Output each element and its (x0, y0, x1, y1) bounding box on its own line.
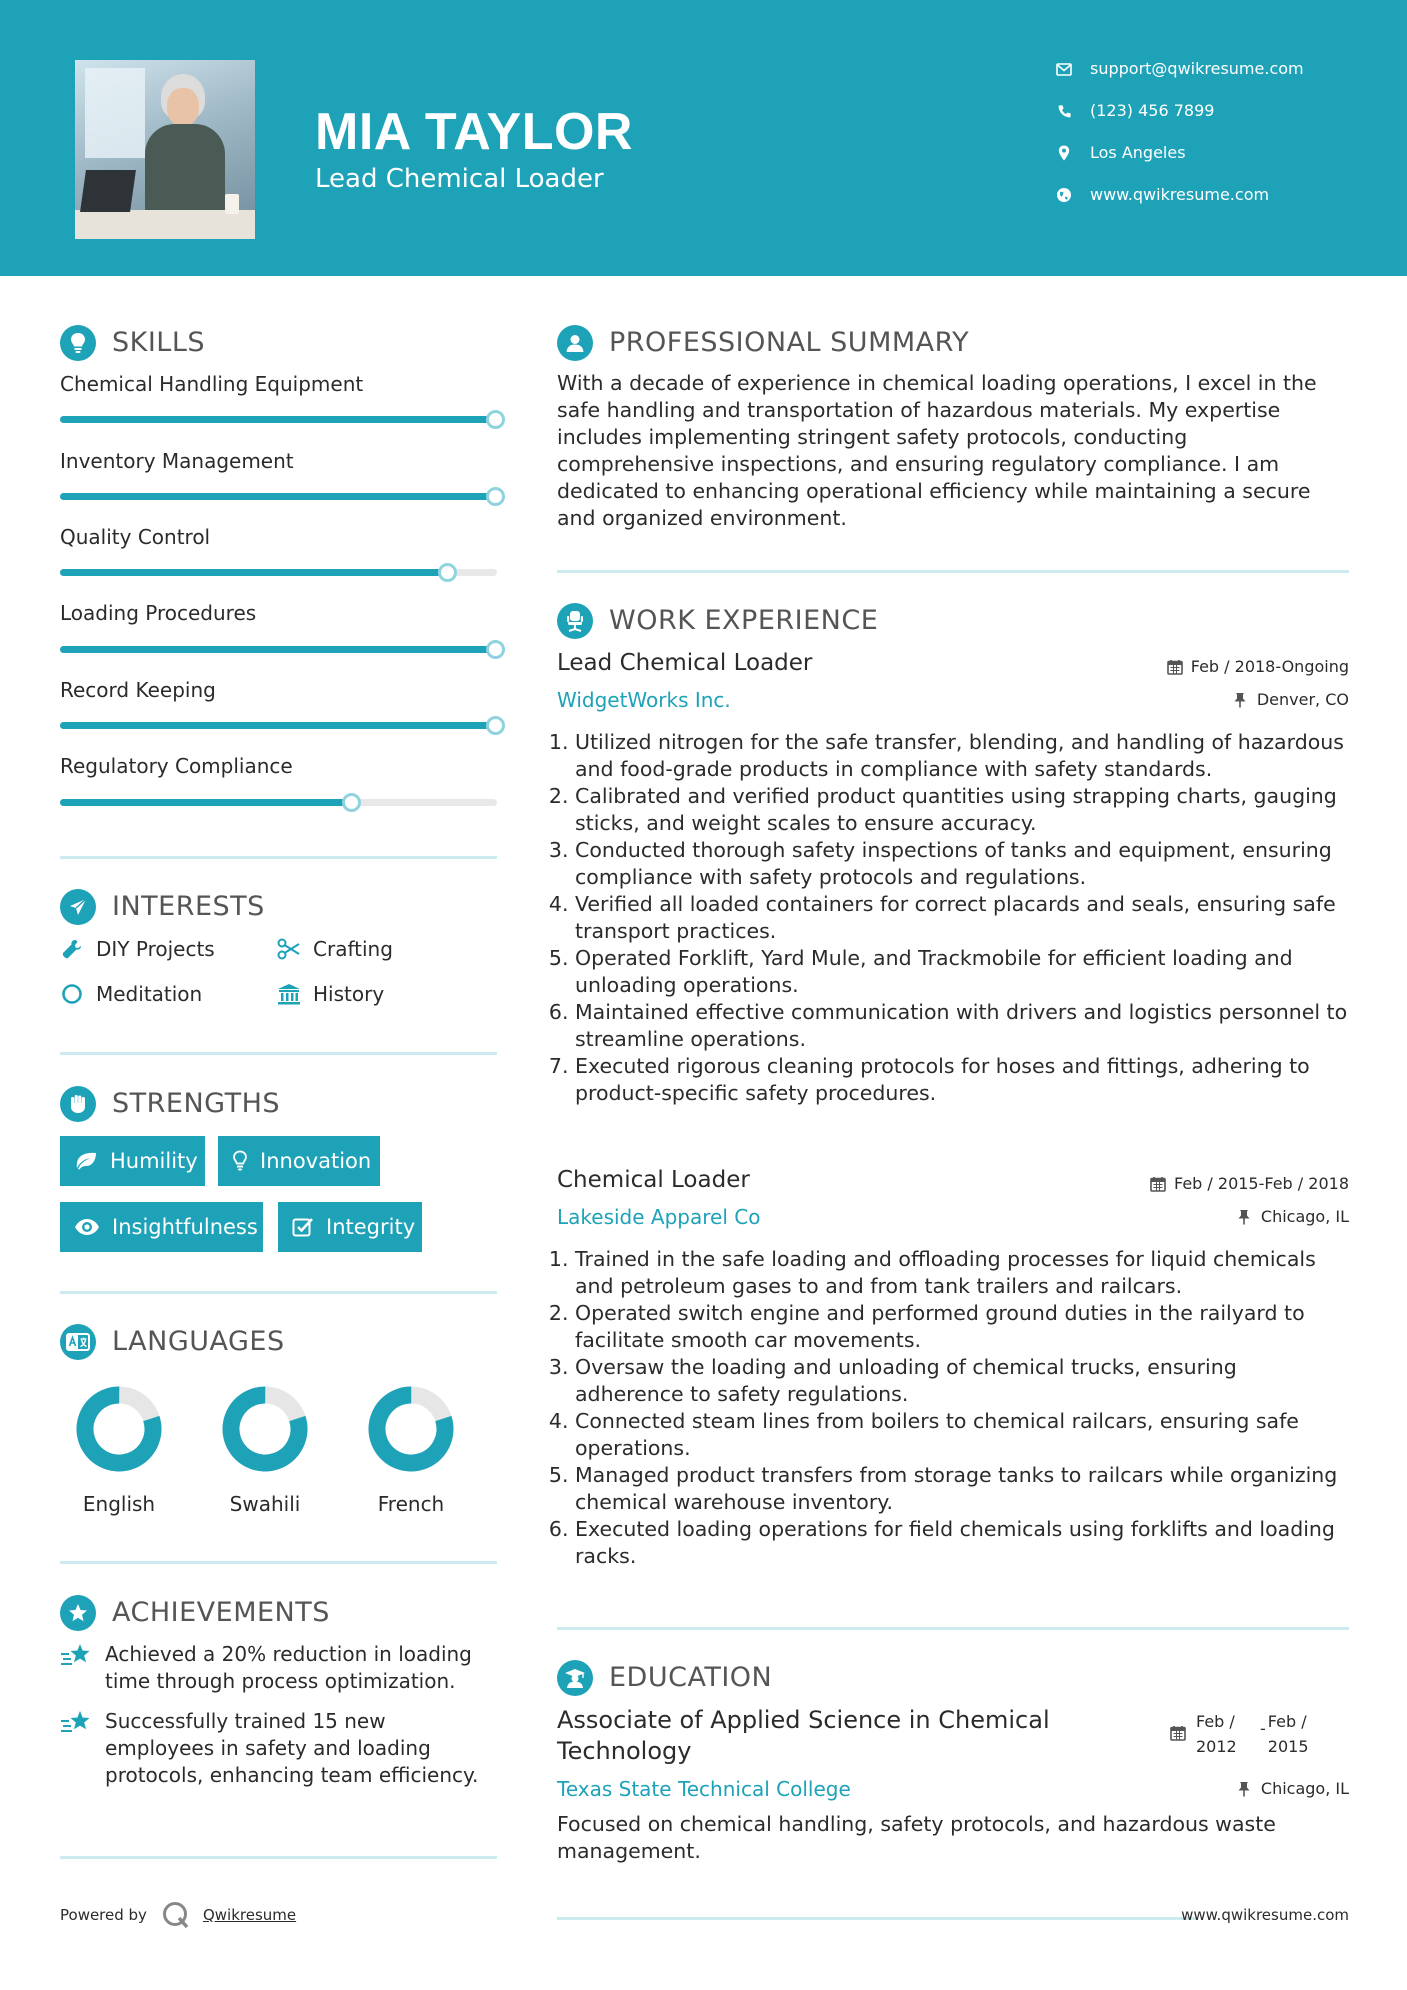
contact-location-text: Los Angeles (1090, 143, 1186, 162)
language-label: Swahili (229, 1492, 301, 1516)
job-dates: Feb / 2015-Feb / 2018 (1150, 1174, 1349, 1194)
strength-tag: Innovation (218, 1136, 380, 1186)
skill-label: Regulatory Compliance (60, 754, 293, 778)
contact-phone[interactable] (1055, 100, 1214, 122)
skill-bar-knob (486, 410, 505, 429)
powered-by: Powered by Qwikresume (60, 1900, 296, 1930)
section-divider (557, 1627, 1349, 1630)
strengths-section-title: STRENGTHS (60, 1086, 280, 1122)
phone-icon (1055, 102, 1073, 120)
fist-icon (60, 1086, 96, 1122)
language-donut (75, 1385, 163, 1473)
contact-email-text: support@qwikresume.com (1090, 59, 1304, 78)
section-divider (60, 856, 497, 859)
checkbox-icon (292, 1214, 314, 1240)
education-location: Chicago, IL (1237, 1779, 1349, 1799)
language-donut (221, 1385, 309, 1473)
museum-icon (277, 982, 301, 1006)
job-location: Denver, CO (1233, 690, 1349, 710)
globe-icon (1055, 186, 1073, 204)
qwikresume-link[interactable]: Qwikresume (202, 1906, 297, 1924)
duty-item: 2. Operated switch engine and performed ground duties in the railyard to facilitate smooth car movements. (575, 1300, 1350, 1354)
achievement-item (60, 1641, 500, 1695)
achievement-text: Achieved a 20% reduction in loading time through process optimization. (105, 1642, 472, 1693)
shooting-star-icon (60, 1641, 92, 1671)
contact-email[interactable] (1055, 58, 1304, 80)
section-divider (557, 1917, 1197, 1920)
interest-item: Meditation (60, 981, 202, 1007)
summary-section-title: PROFESSIONAL SUMMARY (557, 325, 969, 361)
lightbulb-icon (60, 325, 96, 361)
wrench-icon (60, 937, 84, 961)
interests-section-title: INTERESTS (60, 889, 265, 925)
skill-bar (60, 799, 497, 806)
edu-start-year: 2012 (1196, 1737, 1237, 1756)
scissors-icon (277, 937, 301, 961)
circle-icon (60, 982, 84, 1006)
skill-bar (60, 646, 497, 653)
education-dates (1170, 1709, 1309, 1759)
skill-bar (60, 416, 497, 423)
edu-date-dash: - (1260, 1719, 1266, 1738)
skill-bar-knob (486, 487, 505, 506)
pushpin-icon (1233, 692, 1249, 708)
graduate-icon (557, 1660, 593, 1696)
paper-plane-icon (60, 889, 96, 925)
skill-bar-knob (438, 563, 457, 582)
job-title: Chemical Loader (557, 1167, 750, 1193)
section-divider (557, 570, 1349, 573)
interest-item: DIY Projects (60, 936, 215, 962)
duty-item: 3. Conducted thorough safety inspections of tanks and equipment, ensuring compliance with safety protocols and regulations. (575, 837, 1350, 891)
section-divider (60, 1052, 497, 1055)
summary-text: With a decade of experience in chemical loading operations, I excel in the safe handling and transportation of hazardous materials. My expertise includes implementing stringent safety protocols, conducting comprehensive inspections, and ensuring regulatory compliance. I am dedicated to enhancing operational efficiency while maintaining a secure and organized environment. (557, 371, 1317, 530)
language-item (205, 1385, 325, 1517)
header-banner (0, 0, 1407, 276)
edu-end-month: Feb / (1267, 1712, 1307, 1731)
envelope-icon (1055, 60, 1073, 78)
school-name: Texas State Technical College (557, 1777, 851, 1801)
duty-item: 3. Oversaw the loading and unloading of chemical trucks, ensuring adherence to safety regulations. (575, 1354, 1350, 1408)
footer-url[interactable]: www.qwikresume.com (1181, 1906, 1349, 1924)
skill-label: Record Keeping (60, 678, 216, 702)
duty-item: 4. Verified all loaded containers for correct placards and seals, ensuring safe transport practices. (575, 891, 1350, 945)
section-divider (60, 1856, 497, 1859)
contact-phone-text: (123) 456 7899 (1090, 101, 1215, 120)
interest-item: Crafting (277, 936, 393, 962)
leaf-icon (74, 1148, 98, 1174)
skill-bar-knob (486, 716, 505, 735)
education-section-title: EDUCATION (557, 1660, 772, 1696)
duty-item: 5. Operated Forklift, Yard Mule, and Trackmobile for efficient loading and unloading operations. (575, 945, 1350, 999)
experience-section-title: WORK EXPERIENCE (557, 603, 878, 639)
education-description: Focused on chemical handling, safety protocols, and hazardous waste management. (557, 1812, 1276, 1863)
contact-location (1055, 142, 1186, 164)
duty-item: 5. Managed product transfers from storage tanks to railcars while organizing chemical warehouse inventory. (575, 1462, 1350, 1516)
achievement-text: Successfully trained 15 new employees in safety and loading protocols, enhancing team efficiency. (105, 1709, 479, 1787)
skill-label: Loading Procedures (60, 601, 257, 625)
language-donut (367, 1385, 455, 1473)
duty-item: 1. Trained in the safe loading and offloading processes for liquid chemicals and petroleum gases to and from tank trailers and railcars. (575, 1246, 1350, 1300)
strength-tag: Humility (60, 1136, 205, 1186)
pushpin-icon (1237, 1781, 1253, 1797)
edu-end-year: 2015 (1267, 1737, 1309, 1756)
profile-photo (75, 60, 255, 239)
duty-item: 6. Maintained effective communication with drivers and logistics personnel to streamline operations. (575, 999, 1350, 1053)
degree-title: Associate of Applied Science in Chemical Technology (557, 1706, 1050, 1765)
company-name: WidgetWorks Inc. (557, 688, 731, 712)
duty-item: 4. Connected steam lines from boilers to chemical railcars, ensuring safe operations. (575, 1408, 1350, 1462)
achievements-section-title: ACHIEVEMENTS (60, 1595, 330, 1631)
calendar-icon (1167, 659, 1183, 675)
shooting-star-icon (60, 1708, 92, 1738)
duty-item: 2. Calibrated and verified product quantities using strapping charts, gauging sticks, and weight scales to ensure accuracy. (575, 783, 1350, 837)
calendar-icon (1170, 1725, 1186, 1741)
duty-item: 6. Executed loading operations for field chemicals using forklifts and loading racks. (575, 1516, 1350, 1570)
location-pin-icon (1055, 144, 1073, 162)
language-icon (60, 1324, 96, 1360)
language-label: English (82, 1492, 156, 1516)
skill-bar-knob (486, 640, 505, 659)
skill-bar (60, 569, 497, 576)
language-item (59, 1385, 179, 1517)
section-divider (60, 1561, 497, 1564)
contact-website-text: www.qwikresume.com (1090, 185, 1270, 204)
candidate-name: MIA TAYLOR (315, 103, 633, 161)
job-title: Lead Chemical Loader (557, 650, 813, 676)
skill-label: Quality Control (60, 525, 211, 549)
lightbulb-icon (232, 1148, 248, 1174)
interest-item: History (277, 981, 384, 1007)
languages-section-title: LANGUAGES (60, 1324, 285, 1360)
job-dates: Feb / 2018-Ongoing (1167, 657, 1349, 677)
job-duties (557, 1246, 1350, 1570)
job-duties (557, 729, 1350, 1107)
user-icon (557, 325, 593, 361)
calendar-icon (1150, 1176, 1166, 1192)
candidate-title: Lead Chemical Loader (315, 164, 604, 194)
qwikresume-logo-icon (161, 1900, 191, 1930)
skill-bar (60, 493, 497, 500)
strength-tag: Integrity (278, 1202, 422, 1252)
contact-website[interactable] (1055, 184, 1269, 206)
language-label: French (377, 1492, 445, 1516)
office-chair-icon (557, 603, 593, 639)
language-item (351, 1385, 471, 1517)
star-badge-icon (60, 1595, 96, 1631)
strength-tag: Insightfulness (60, 1202, 263, 1252)
pushpin-icon (1237, 1209, 1253, 1225)
skill-label: Inventory Management (60, 449, 294, 473)
edu-start-month: Feb / (1196, 1712, 1235, 1731)
duty-item: 1. Utilized nitrogen for the safe transfer, blending, and handling of hazardous and food-grade products in compliance with safety standards. (575, 729, 1350, 783)
skill-bar (60, 722, 497, 729)
skill-label: Chemical Handling Equipment (60, 372, 364, 396)
job-location: Chicago, IL (1237, 1207, 1349, 1227)
section-divider (60, 1291, 497, 1294)
company-name: Lakeside Apparel Co (557, 1205, 761, 1229)
skills-section-title: SKILLS (60, 325, 205, 361)
achievement-item (60, 1708, 500, 1789)
skill-bar-knob (342, 793, 361, 812)
eye-icon (74, 1214, 100, 1240)
duty-item: 7. Executed rigorous cleaning protocols for hoses and fittings, adhering to product-specific safety procedures. (575, 1053, 1350, 1107)
